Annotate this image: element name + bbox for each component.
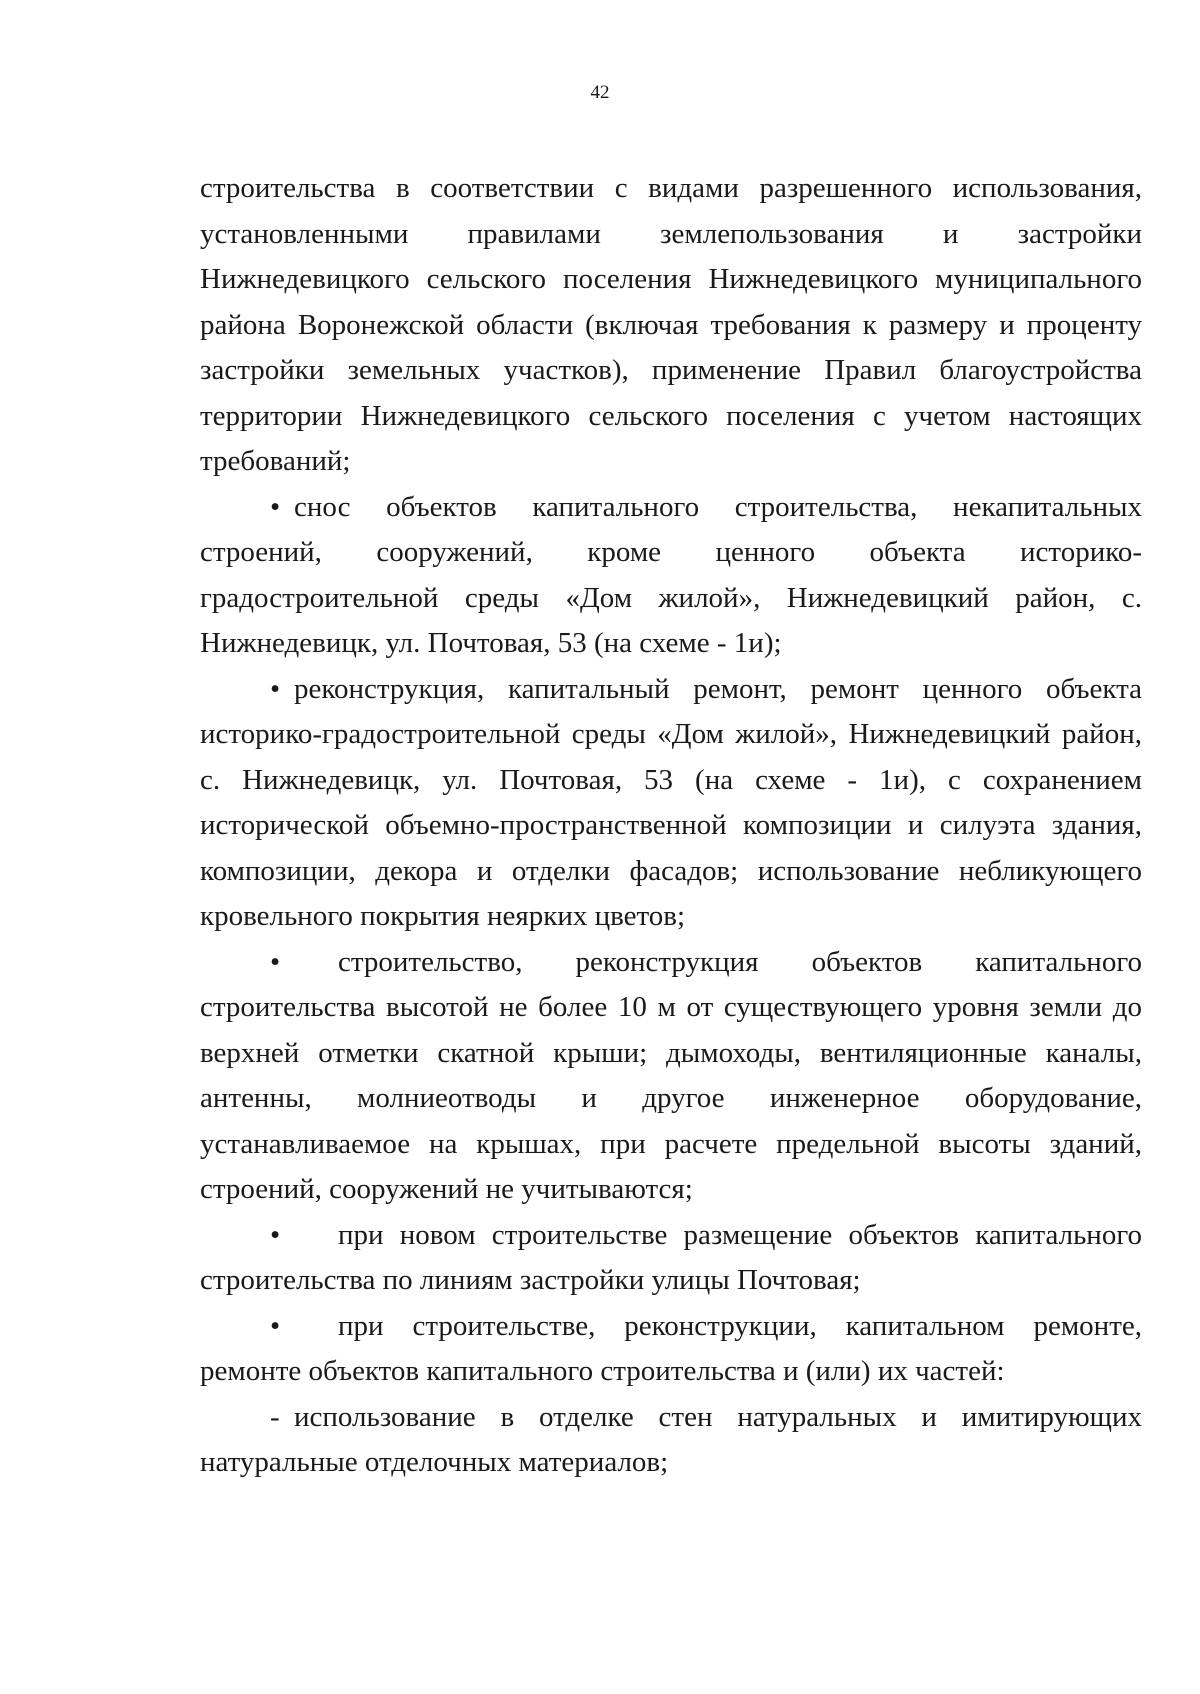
list-item — [200, 667, 1142, 940]
document-body — [200, 166, 1142, 1486]
bullet-marker: • — [270, 490, 281, 523]
list-item-text: строительство, реконструкция объектов капитального строительства высотой не более 10 м от существующего уровня земли до верхней отметки скатной крыши; дымоходы, вентиляционные каналы, антенны, молниеотводы и другое инженерное оборудование, устанавливаемое на крышах, при расчете предельной высоты зданий, строений, сооружений не учитываются; — [200, 945, 1142, 1205]
list-item-text: снос объектов капитального строительства, некапитальных строений, сооружений, кроме ценного объекта историко-градостроительной среды «Дом жилой», Нижнедевицкий район, с. Нижнедевицк, ул. Почтовая, 53 (на схеме - 1и); — [200, 490, 1142, 659]
bullet-marker: • — [270, 672, 281, 705]
list-item-text: при новом строительстве размещение объектов капитального строительства по линиям застройки улицы Почтовая; — [200, 1218, 1142, 1296]
paragraph-text: строительства в соответствии с видами разрешенного использования, установленными правилами землепользования и застройки Нижнедевицкого сельского поселения Нижнедевицкого муниципального района Воронежской области (включая требования к размеру и проценту застройки земельных участков), применение Правил благоустройства территории Нижнедевицкого сельского поселения с учетом настоящих требований; — [200, 172, 1142, 477]
list-item — [200, 1304, 1142, 1395]
list-item — [200, 1213, 1142, 1304]
list-item-text: при строительстве, реконструкции, капитальном ремонте, ремонте объектов капитального строительства и (или) их частей: — [200, 1309, 1142, 1387]
bullet-marker: • — [270, 1218, 281, 1251]
list-item-text: реконструкция, капитальный ремонт, ремонт ценного объекта историко-градостроительной среды «Дом жилой», Нижнедевицкий район, с. Нижнедевицк, ул. Почтовая, 53 (на схеме - 1и), с сохранением исторической объемно-пространственной композиции и силуэта здания, композиции, декора и отделки фасадов; использование небликующего кровельного покрытия неярких цветов; — [200, 672, 1142, 932]
bullet-marker: • — [270, 945, 281, 978]
bullet-marker: • — [270, 1309, 281, 1342]
list-item — [200, 485, 1142, 667]
page-number: 42 — [590, 82, 610, 103]
sub-list-item — [200, 1395, 1142, 1486]
list-item — [200, 940, 1142, 1213]
dash-marker: - — [270, 1400, 280, 1433]
paragraph-continuation — [200, 166, 1142, 485]
sub-list-item-text: использование в отделке стен натуральных и имитирующих натуральные отделочных материалов; — [200, 1400, 1142, 1478]
